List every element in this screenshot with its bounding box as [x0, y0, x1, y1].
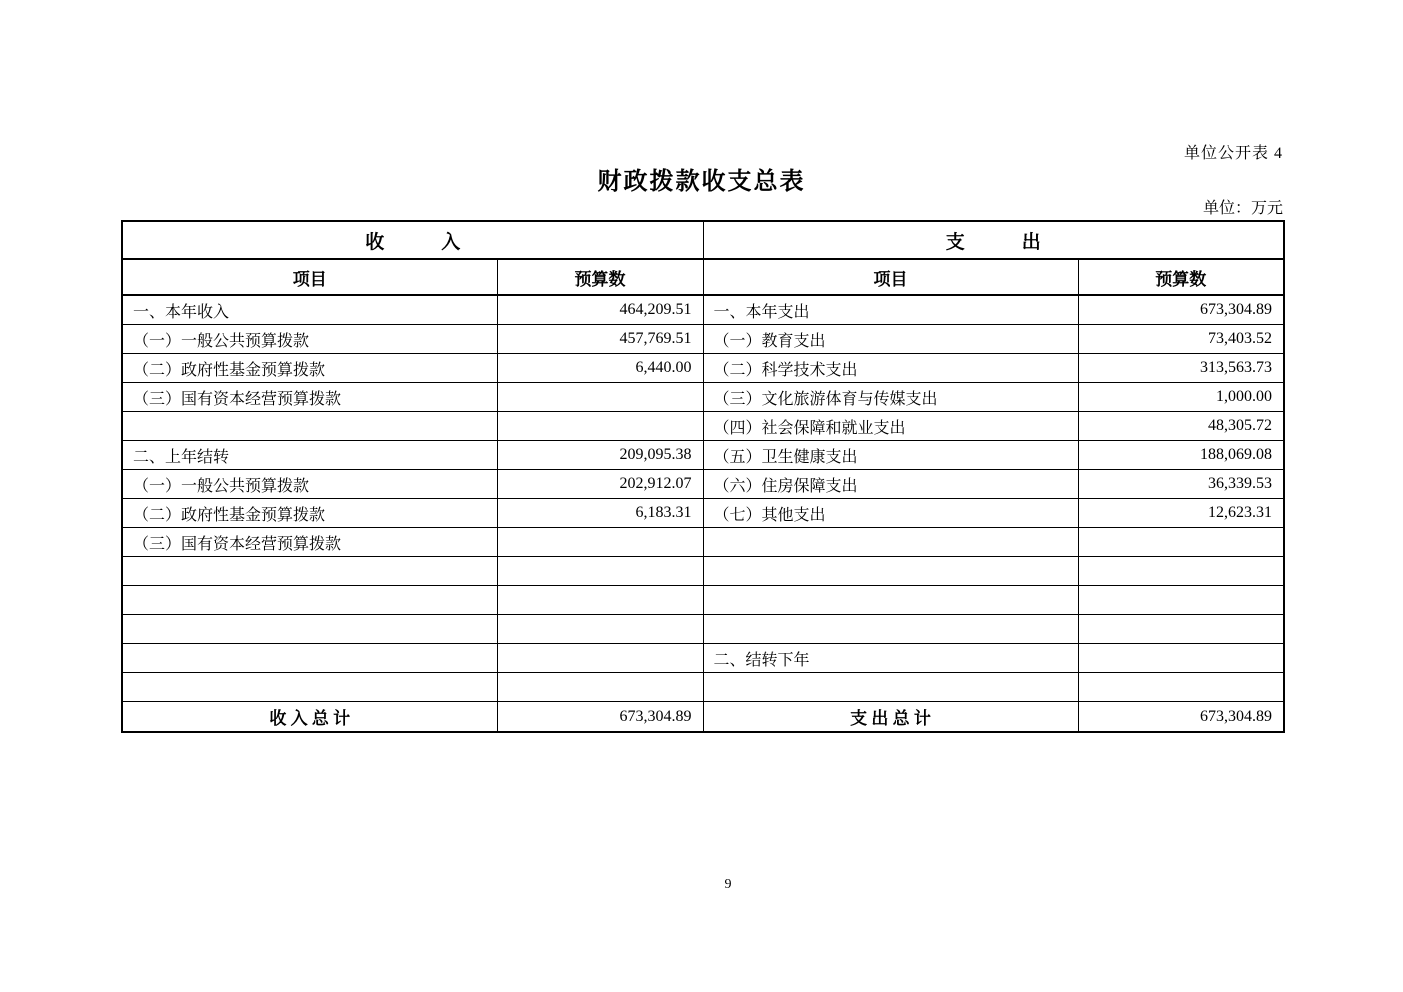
table-row [122, 586, 1284, 615]
budget-table [121, 220, 1285, 733]
income-budget-column-header: 预算数 [497, 259, 703, 295]
income-item-cell [122, 586, 497, 615]
table-row [122, 615, 1284, 644]
income-value-cell [497, 644, 703, 673]
income-total-value: 673,304.89 [497, 702, 703, 733]
table-row [122, 383, 1284, 412]
unit-note: 单位：万元 [1202, 200, 1283, 217]
income-item-cell: 二、上年结转 [122, 441, 497, 470]
expense-item-column-header: 项目 [703, 259, 1078, 295]
income-value-cell: 209,095.38 [497, 441, 703, 470]
expense-item-cell [703, 528, 1078, 557]
expense-item-cell: （四）社会保障和就业支出 [703, 412, 1078, 441]
income-value-cell: 202,912.07 [497, 470, 703, 499]
income-item-cell: （二）政府性基金预算拨款 [122, 354, 497, 383]
income-item-cell: 一、本年收入 [122, 295, 497, 325]
income-value-cell: 464,209.51 [497, 295, 703, 325]
expense-item-cell: （一）教育支出 [703, 325, 1078, 354]
income-item-cell [122, 644, 497, 673]
expense-total-value: 673,304.89 [1078, 702, 1284, 733]
expense-value-cell: 36,339.53 [1078, 470, 1284, 499]
doc-label: 单位公开表 4 [1183, 145, 1283, 162]
expense-total-label: 支 出 总 计 [703, 702, 1078, 733]
income-value-cell: 457,769.51 [497, 325, 703, 354]
table-row [122, 325, 1284, 354]
expense-value-cell: 313,563.73 [1078, 354, 1284, 383]
expense-value-cell [1078, 528, 1284, 557]
table-row [122, 412, 1284, 441]
expense-item-cell: （二）科学技术支出 [703, 354, 1078, 383]
income-value-cell [497, 615, 703, 644]
expense-item-cell: 一、本年支出 [703, 295, 1078, 325]
income-value-cell: 6,183.31 [497, 499, 703, 528]
income-item-cell [122, 673, 497, 702]
table-row [122, 499, 1284, 528]
income-item-cell [122, 412, 497, 441]
table-row [122, 557, 1284, 586]
income-value-cell [497, 412, 703, 441]
income-value-cell [497, 528, 703, 557]
column-header-row [122, 259, 1284, 295]
expense-item-cell: （五）卫生健康支出 [703, 441, 1078, 470]
income-item-cell [122, 557, 497, 586]
expense-value-cell [1078, 644, 1284, 673]
table-body [122, 295, 1284, 702]
expense-value-cell: 48,305.72 [1078, 412, 1284, 441]
income-section-header: 收 入 [122, 221, 703, 259]
income-item-cell: （三）国有资本经营预算拨款 [122, 528, 497, 557]
expense-section-header: 支 出 [703, 221, 1284, 259]
table-row [122, 295, 1284, 325]
expense-value-cell [1078, 615, 1284, 644]
expense-value-cell: 673,304.89 [1078, 295, 1284, 325]
total-row [122, 702, 1284, 733]
income-value-cell: 6,440.00 [497, 354, 703, 383]
expense-item-cell [703, 673, 1078, 702]
income-item-cell: （二）政府性基金预算拨款 [122, 499, 497, 528]
table-row [122, 470, 1284, 499]
income-total-label: 收 入 总 计 [122, 702, 497, 733]
table-row [122, 441, 1284, 470]
income-item-cell: （三）国有资本经营预算拨款 [122, 383, 497, 412]
income-item-cell [122, 615, 497, 644]
page-title: 财政拨款收支总表 [597, 169, 806, 195]
expense-value-cell: 12,623.31 [1078, 499, 1284, 528]
income-value-cell [497, 557, 703, 586]
table-row [122, 673, 1284, 702]
income-item-cell: （一）一般公共预算拨款 [122, 470, 497, 499]
income-value-cell [497, 586, 703, 615]
expense-value-cell: 73,403.52 [1078, 325, 1284, 354]
income-value-cell [497, 383, 703, 412]
expense-value-cell: 1,000.00 [1078, 383, 1284, 412]
expense-value-cell [1078, 586, 1284, 615]
income-value-cell [497, 673, 703, 702]
expense-item-cell: 二、结转下年 [703, 644, 1078, 673]
table-row [122, 354, 1284, 383]
expense-budget-column-header: 预算数 [1078, 259, 1284, 295]
section-header-row [122, 221, 1284, 259]
expense-value-cell: 188,069.08 [1078, 441, 1284, 470]
income-item-cell: （一）一般公共预算拨款 [122, 325, 497, 354]
expense-item-cell [703, 615, 1078, 644]
expense-value-cell [1078, 673, 1284, 702]
page-number: 9 [724, 877, 732, 892]
table-row [122, 644, 1284, 673]
table-row [122, 528, 1284, 557]
expense-item-cell: （三）文化旅游体育与传媒支出 [703, 383, 1078, 412]
expense-value-cell [1078, 557, 1284, 586]
expense-item-cell [703, 557, 1078, 586]
expense-item-cell: （七）其他支出 [703, 499, 1078, 528]
expense-item-cell [703, 586, 1078, 615]
income-item-column-header: 项目 [122, 259, 497, 295]
expense-item-cell: （六）住房保障支出 [703, 470, 1078, 499]
